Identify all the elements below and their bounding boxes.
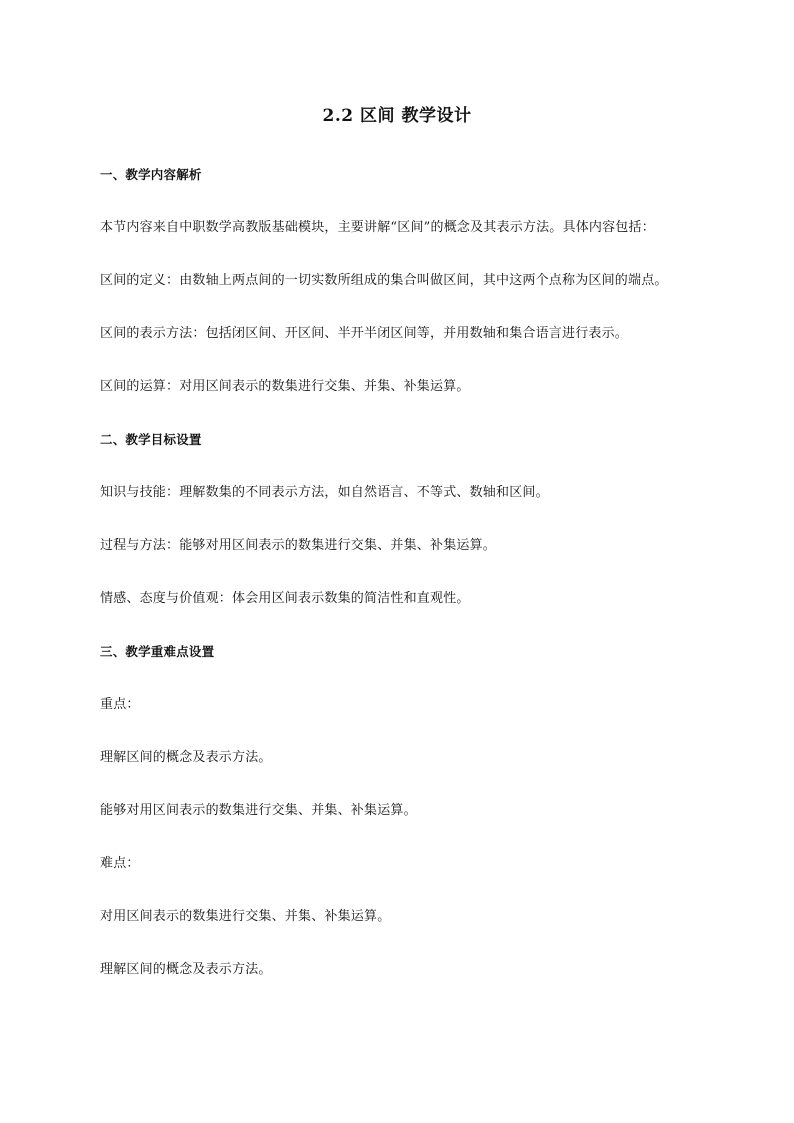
paragraph-knowledge-skills: 知识与技能：理解数集的不同表示方法，如自然语言、不等式、数轴和区间。 xyxy=(100,485,549,500)
paragraph-key-point-1: 理解区间的概念及表示方法。 xyxy=(100,750,272,765)
label-difficult-points: 难点： xyxy=(100,856,140,871)
paragraph-interval-notation: 区间的表示方法：包括闭区间、开区间、半开半闭区间等，并用数轴和集合语言进行表示。 xyxy=(100,326,629,341)
section-heading-teaching-goals: 二、教学目标设置 xyxy=(100,432,202,447)
paragraph-difficult-point-2: 理解区间的概念及表示方法。 xyxy=(100,962,272,977)
paragraph-attitude-values: 情感、态度与价值观：体会用区间表示数集的简洁性和直观性。 xyxy=(100,591,470,606)
paragraph-process-methods: 过程与方法：能够对用区间表示的数集进行交集、并集、补集运算。 xyxy=(100,538,497,553)
section-heading-content-analysis: 一、教学内容解析 xyxy=(100,167,202,182)
section-heading-key-difficult-points: 三、教学重难点设置 xyxy=(100,644,215,659)
paragraph-intro: 本节内容来自中职数学高教版基础模块，主要讲解“区间”的概念及其表示方法。具体内容包括： xyxy=(100,220,655,235)
document-title: 2.2 区间 教学设计 xyxy=(322,106,472,126)
paragraph-difficult-point-1: 对用区间表示的数集进行交集、并集、补集运算。 xyxy=(100,909,391,924)
label-key-points: 重点： xyxy=(100,697,140,712)
paragraph-interval-operations: 区间的运算：对用区间表示的数集进行交集、并集、补集运算。 xyxy=(100,379,470,394)
paragraph-interval-definition: 区间的定义：由数轴上两点间的一切实数所组成的集合叫做区间，其中这两个点称为区间的端点。 xyxy=(100,273,668,288)
paragraph-key-point-2: 能够对用区间表示的数集进行交集、并集、补集运算。 xyxy=(100,803,417,818)
